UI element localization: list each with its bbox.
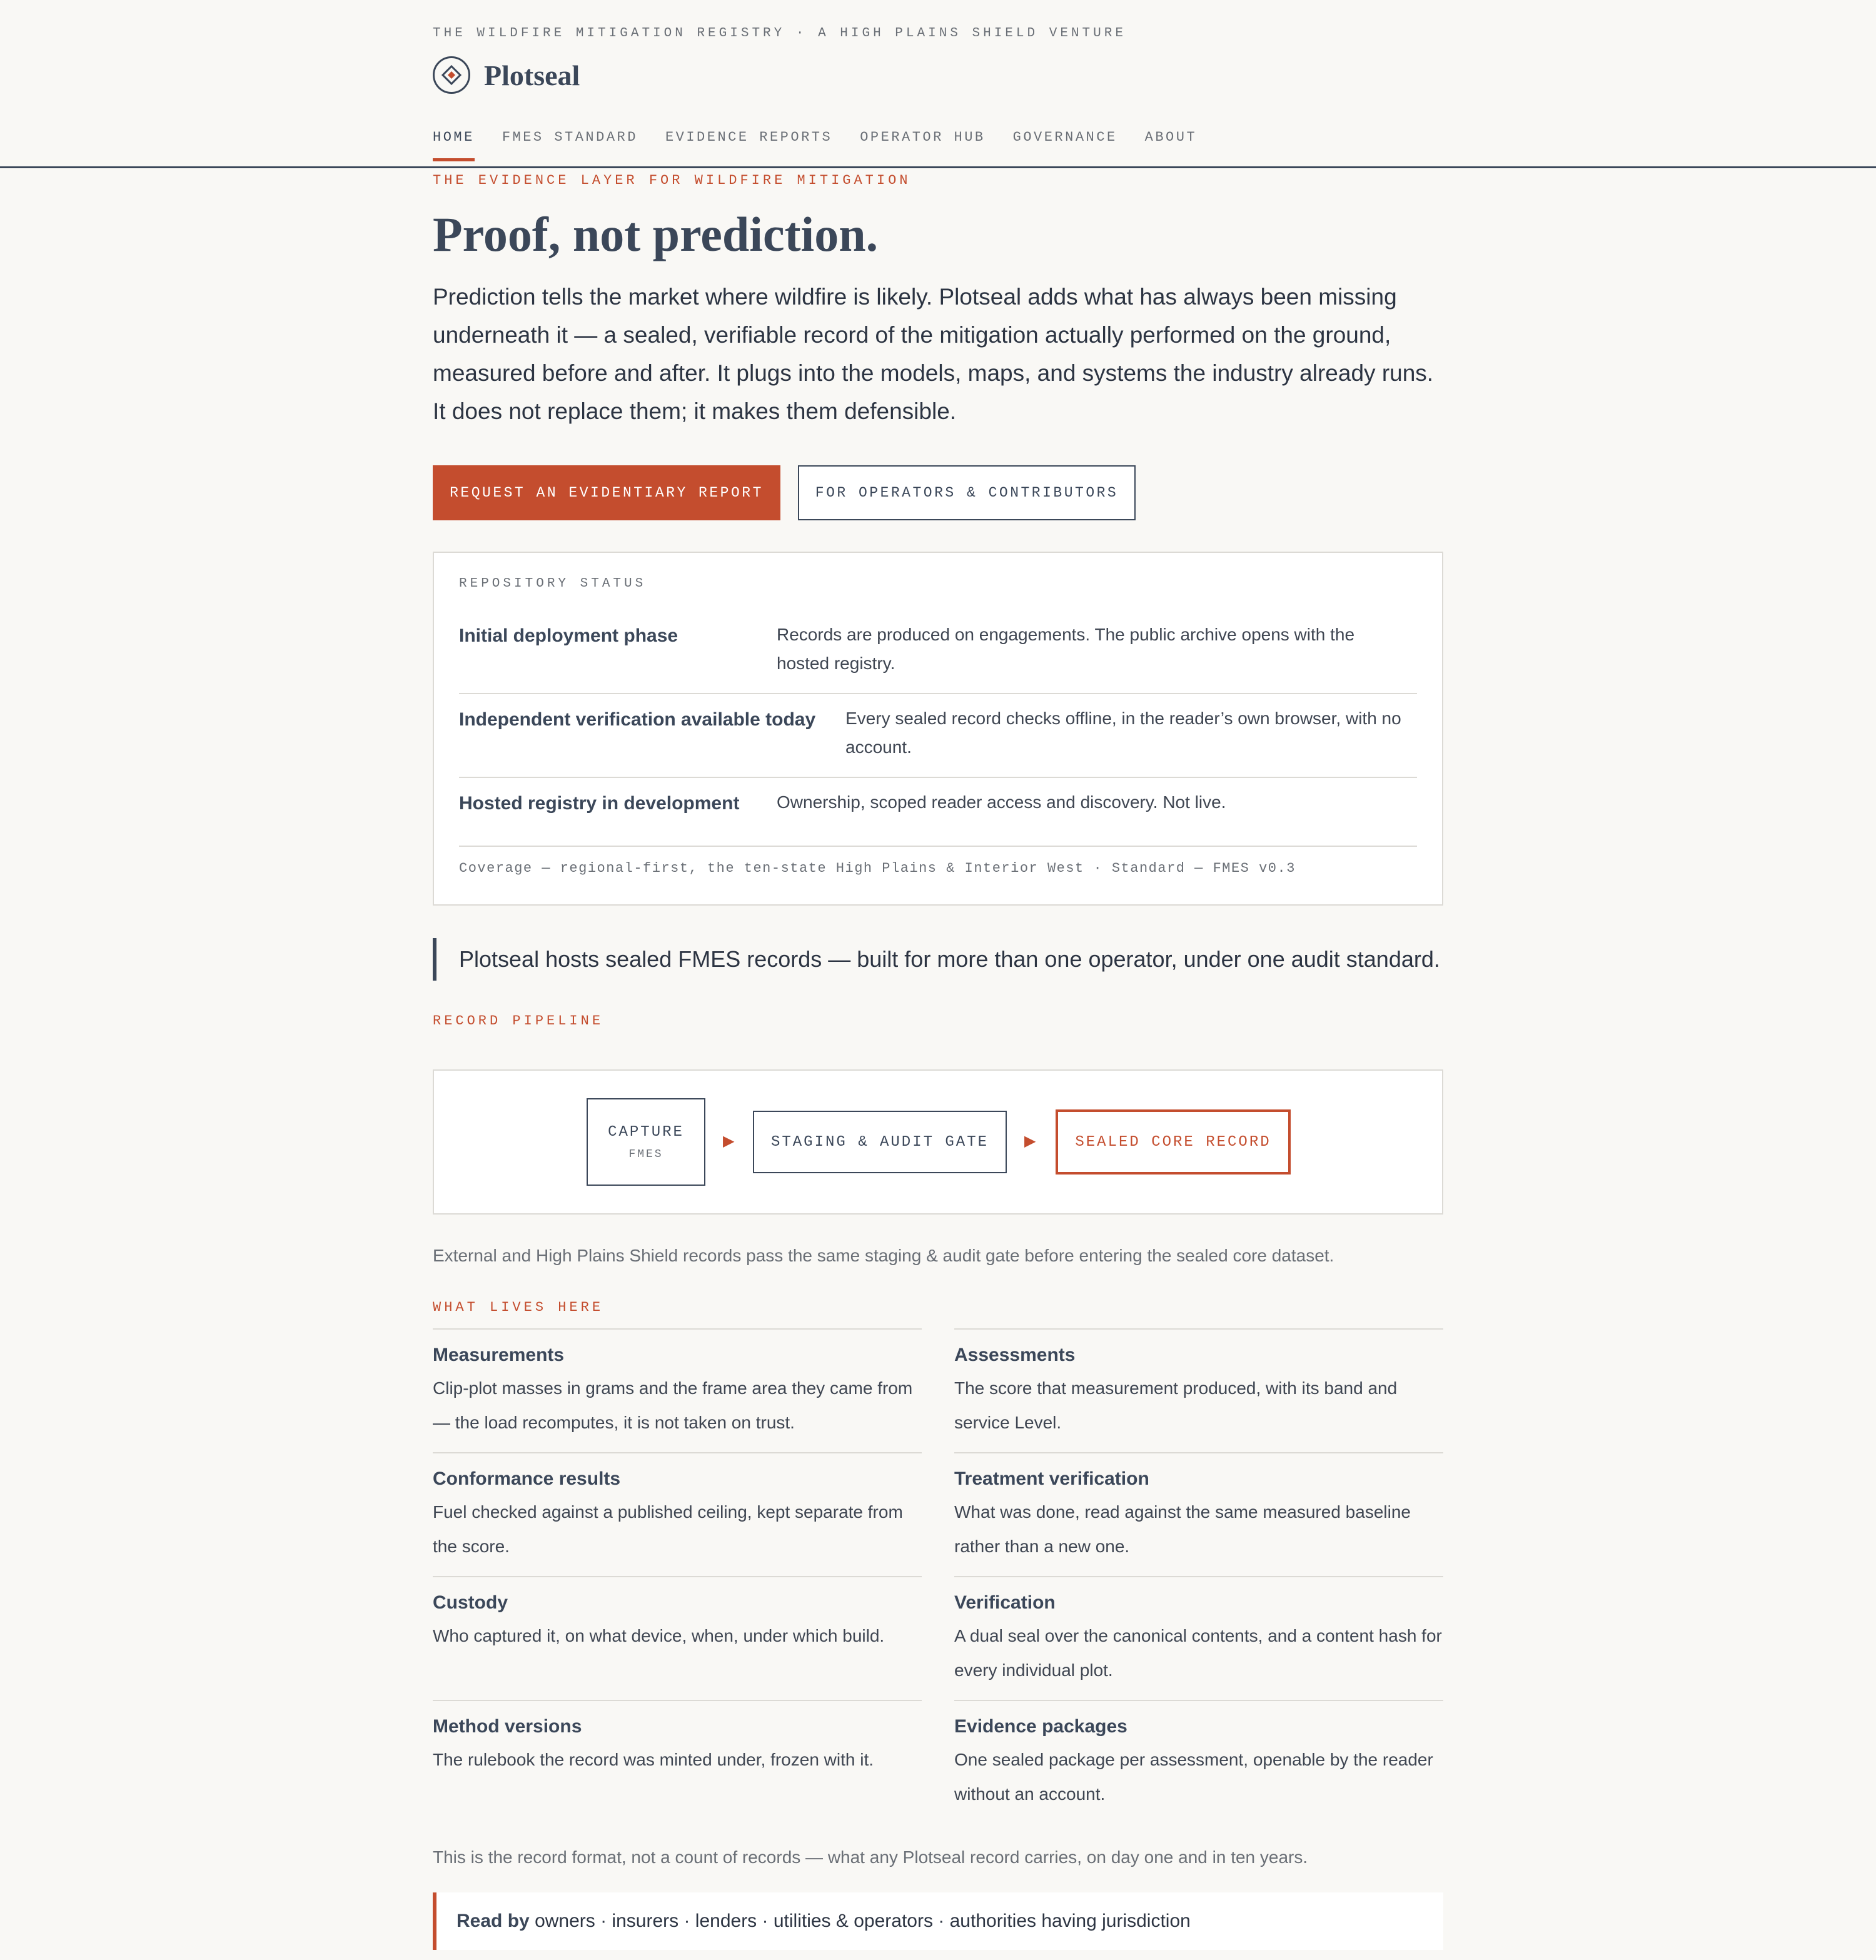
nav-about[interactable]: ABOUT	[1144, 129, 1198, 145]
status-value: Records are produced on engagements. The public archive opens with the hosted registry.	[777, 625, 1355, 673]
arrow-right-icon: ▶	[723, 1133, 735, 1149]
coverage-standard-note: Coverage — regional-first, the ten-state High Plains & Interior West · Standard — FMES v0.3	[459, 861, 1296, 876]
item-title: Conformance results	[433, 1468, 621, 1489]
site-kicker: THE WILDFIRE MITIGATION REGISTRY · A HIGH PLAINS SHIELD VENTURE	[433, 26, 1126, 41]
read-by-audiences: owners · insurers · lenders · utilities & operators · authorities having jurisdiction	[535, 1911, 1191, 1931]
pipeline-heading: RECORD PIPELINE	[433, 1013, 604, 1029]
pipeline-note: External and High Plains Shield records pass the same staging & audit gate before entering the sealed core dataset.	[433, 1246, 1334, 1265]
sealed-core-record-stage: SEALED CORE RECORD	[1056, 1109, 1291, 1174]
hero-eyebrow: THE EVIDENCE LAYER FOR WILDFIRE MITIGATION	[433, 173, 911, 188]
mission-quote: Plotseal hosts sealed FMES records — built for more than one operator, under one audit standard.	[433, 938, 1440, 981]
list-item	[433, 1328, 922, 1440]
item-title: Method versions	[433, 1716, 582, 1737]
item-title: Verification	[954, 1592, 1056, 1613]
nav-divider	[0, 166, 1876, 168]
item-title: Treatment verification	[954, 1468, 1149, 1489]
item-title: Measurements	[433, 1345, 565, 1365]
item-body: The rulebook the record was minted under, frozen with it.	[433, 1750, 874, 1769]
list-item	[954, 1328, 1443, 1440]
plotseal-logo-icon	[433, 56, 470, 94]
item-body: Who captured it, on what device, when, under which build.	[433, 1626, 885, 1645]
hero-title: Proof, not prediction.	[433, 207, 879, 261]
operators-contributors-button[interactable]: FOR OPERATORS & CONTRIBUTORS	[798, 465, 1136, 520]
status-value: Ownership, scoped reader access and discovery. Not live.	[777, 792, 1226, 812]
item-body: Fuel checked against a published ceiling, kept separate from the score.	[433, 1502, 903, 1556]
item-title: Evidence packages	[954, 1716, 1127, 1737]
record-format-note: This is the record format, not a count of records — what any Plotseal record carries, on day one and in ten years.	[433, 1847, 1308, 1867]
status-divider	[459, 777, 1417, 778]
request-report-button[interactable]: REQUEST AN EVIDENTIARY REPORT	[433, 465, 780, 520]
read-by-banner	[433, 1892, 1443, 1950]
status-heading: REPOSITORY STATUS	[459, 577, 647, 591]
brand-name: Plotseal	[484, 59, 580, 91]
item-title: Custody	[433, 1592, 508, 1613]
item-body: Clip-plot masses in grams and the frame area they came from — the load recomputes, it is not taken on trust.	[433, 1378, 913, 1432]
status-key: Initial deployment phase	[459, 625, 678, 646]
nav-governance[interactable]: GOVERNANCE	[1012, 129, 1117, 145]
read-by-label: Read by	[456, 1911, 530, 1931]
status-divider	[459, 846, 1417, 847]
status-key: Independent verification available today	[459, 709, 816, 730]
nav-operator-hub[interactable]: OPERATOR HUB	[860, 129, 986, 145]
repository-status-panel	[433, 552, 1443, 906]
staging-audit-gate-stage: STAGING & AUDIT GATE	[753, 1111, 1007, 1173]
list-item	[433, 1576, 922, 1653]
hero-lede: Prediction tells the market where wildfire is likely. Plotseal adds what has always been missing underneath it — a sealed, verifiable record of the mitigation actually performed on the ground, measured before and after. It plugs into the models, maps, and systems the industry already runs. It does not replace them; it makes them defensible.	[433, 284, 1434, 424]
item-body: A dual seal over the canonical contents, and a content hash for every individual plot.	[954, 1626, 1442, 1680]
capture-stage	[587, 1098, 705, 1186]
status-value: Every sealed record checks offline, in the reader’s own browser, with no account.	[845, 709, 1401, 757]
item-body: One sealed package per assessment, openable by the reader without an account.	[954, 1750, 1433, 1804]
item-body: What was done, read against the same measured baseline rather than a new one.	[954, 1502, 1411, 1556]
nav-fmes-standard[interactable]: FMES STANDARD	[502, 129, 638, 145]
main-nav	[433, 129, 1224, 161]
list-item	[433, 1452, 922, 1563]
list-item	[954, 1576, 1443, 1687]
list-item	[954, 1700, 1443, 1811]
capture-stage-label: CAPTURE	[608, 1123, 684, 1141]
status-divider	[459, 693, 1417, 694]
capture-stage-sub: FMES	[628, 1148, 663, 1161]
list-item	[954, 1452, 1443, 1563]
nav-evidence-reports[interactable]: EVIDENCE REPORTS	[665, 129, 833, 145]
record-pipeline-diagram	[433, 1069, 1443, 1215]
item-body: The score that measurement produced, with its band and service Level.	[954, 1378, 1398, 1432]
item-title: Assessments	[954, 1345, 1076, 1365]
list-item	[433, 1700, 922, 1777]
what-lives-here-heading: WHAT LIVES HERE	[433, 1300, 604, 1315]
status-key: Hosted registry in development	[459, 793, 740, 814]
nav-home[interactable]: HOME	[433, 129, 475, 161]
arrow-right-icon: ▶	[1024, 1133, 1036, 1149]
brand[interactable]	[433, 56, 580, 94]
